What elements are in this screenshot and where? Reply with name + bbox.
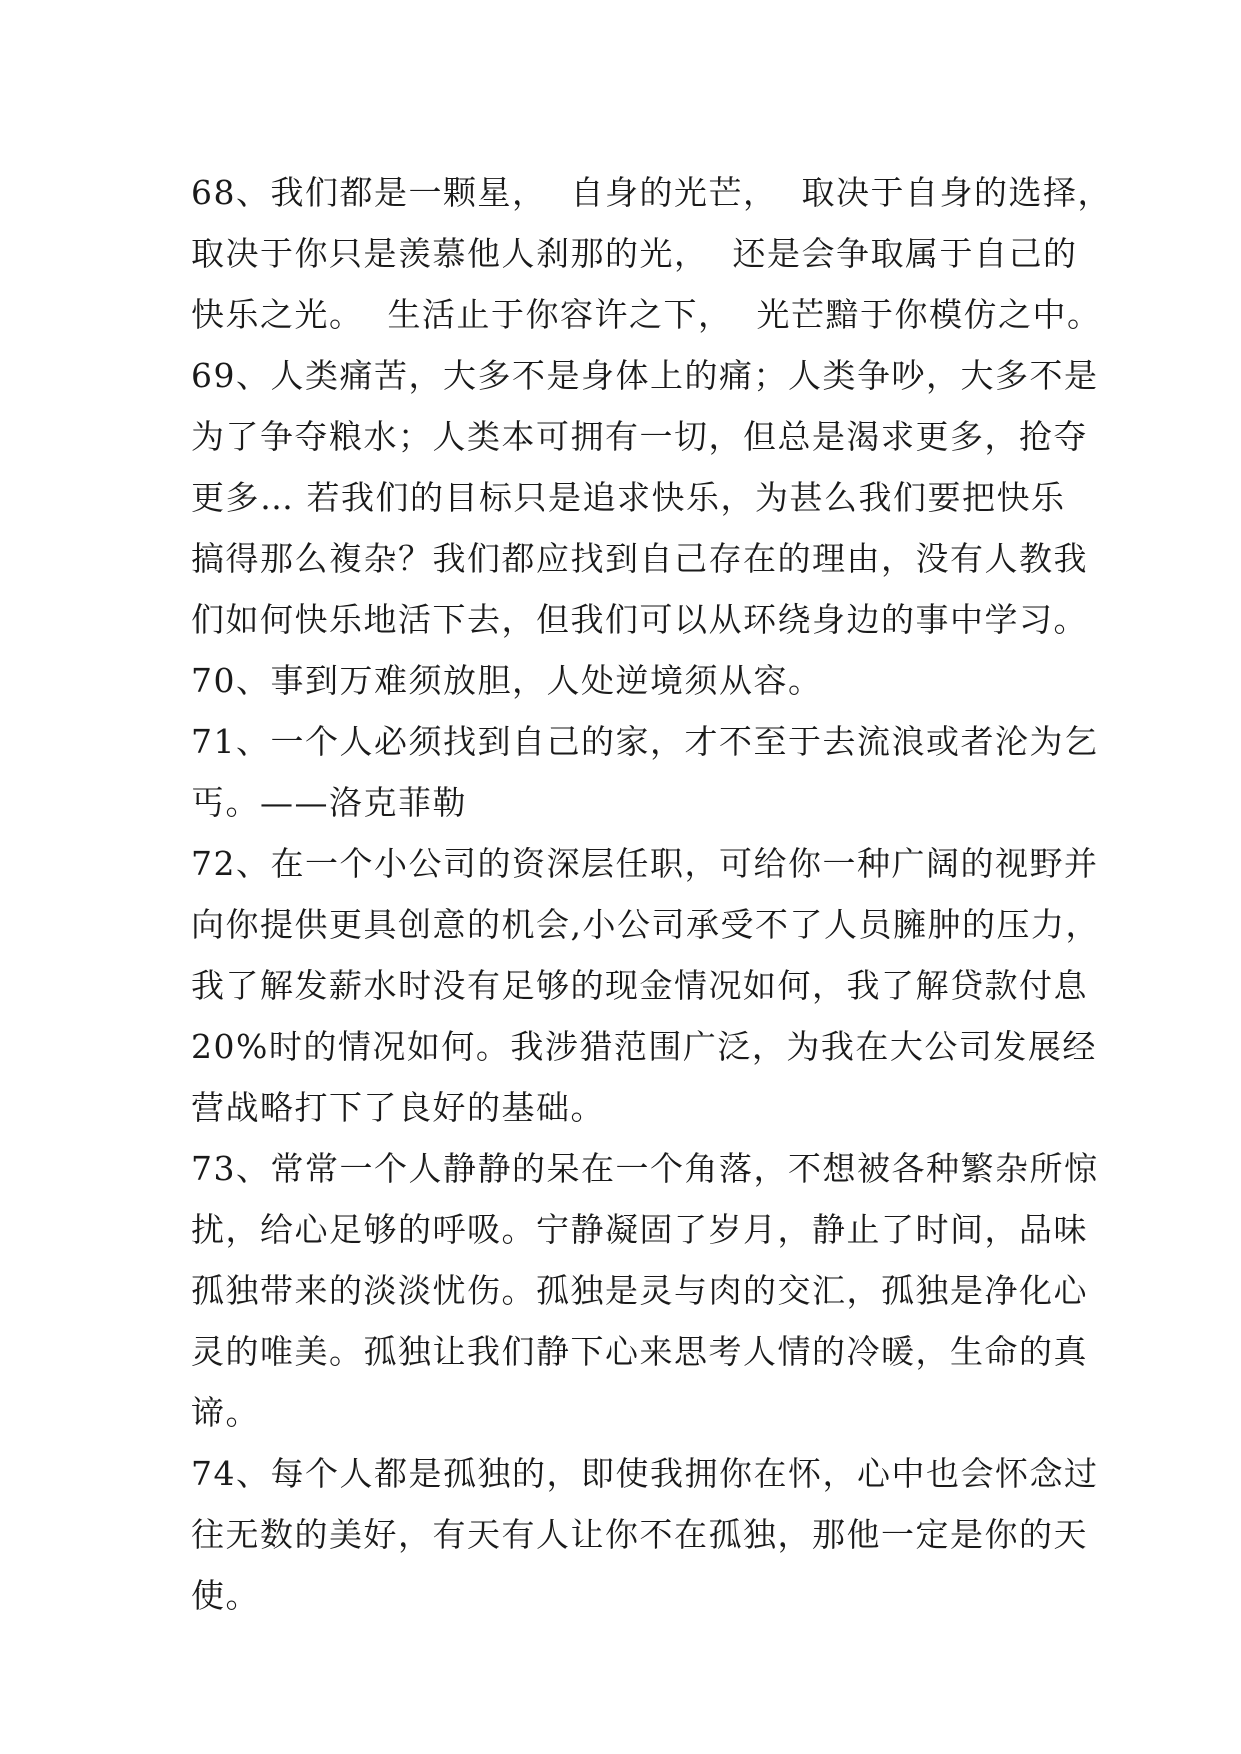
text-line: 为了争夺粮水；人类本可拥有一切，但总是渴求更多，抢夺	[191, 417, 1088, 456]
text-line: 71、一个人必须找到自己的家，才不至于去流浪或者沦为乞	[191, 722, 1099, 761]
text-line: 灵的唯美。孤独让我们静下心来思考人情的冷暖，生命的真	[191, 1332, 1088, 1371]
text-line: 快乐之光。 生活止于你容许之下， 光芒黯于你模仿之中。	[191, 295, 1102, 334]
text-line: 68、我们都是一颗星， 自身的光芒， 取决于自身的选择，	[191, 173, 1112, 212]
text-line: 69、人类痛苦，大多不是身体上的痛；人类争吵，大多不是	[191, 356, 1099, 395]
text-line: 73、常常一个人静静的呆在一个角落，不想被各种繁杂所惊	[191, 1149, 1099, 1188]
text-line: 20%时的情况如何。我涉猎范围广泛，为我在大公司发展经	[191, 1027, 1097, 1066]
text-line: 们如何快乐地活下去，但我们可以从环绕身边的事中学习。	[191, 600, 1088, 639]
text-line: 向你提供更具创意的机会,小公司承受不了人员臃肿的压力，	[191, 905, 1100, 944]
text-line: 搞得那么複杂？我们都应找到自己存在的理由，没有人教我	[191, 539, 1088, 578]
text-line: 使。	[191, 1576, 260, 1615]
text-line: 丐。——洛克菲勒	[191, 783, 467, 822]
text-line: 往无数的美好，有天有人让你不在孤独，那他一定是你的天	[191, 1515, 1088, 1554]
text-line: 更多… 若我们的目标只是追求快乐，为甚么我们要把快乐	[191, 478, 1066, 517]
text-line: 70、事到万难须放胆，人处逆境须从容。	[191, 661, 823, 700]
document-body	[191, 162, 1112, 1626]
text-line: 我了解发薪水时没有足够的现金情况如何，我了解贷款付息	[191, 966, 1088, 1005]
text-line: 孤独带来的淡淡忧伤。孤独是灵与肉的交汇，孤独是净化心	[191, 1271, 1088, 1310]
text-line: 74、每个人都是孤独的，即使我拥你在怀，心中也会怀念过	[191, 1454, 1099, 1493]
text-line: 谛。	[191, 1393, 260, 1432]
text-line: 扰，给心足够的呼吸。宁静凝固了岁月，静止了时间，品味	[191, 1210, 1088, 1249]
text-line: 营战略打下了良好的基础。	[191, 1088, 605, 1127]
text-line: 取决于你只是羡慕他人刹那的光， 还是会争取属于自己的	[191, 234, 1078, 273]
text-line: 72、在一个小公司的资深层任职，可给你一种广阔的视野并	[191, 844, 1099, 883]
